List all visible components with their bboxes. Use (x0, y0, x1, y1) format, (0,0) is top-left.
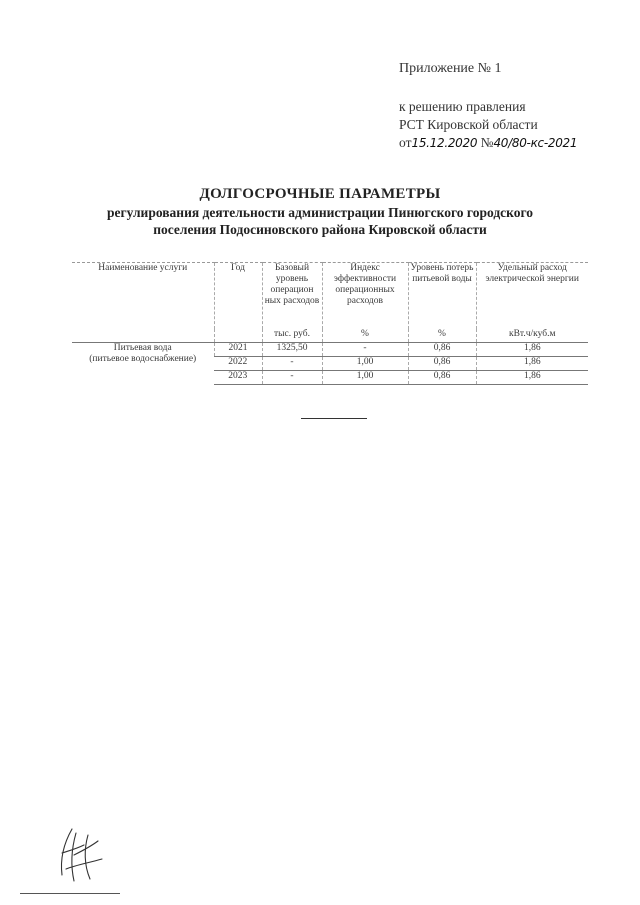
table-units-row (72, 329, 588, 343)
cell-index: 1,00 (322, 357, 408, 371)
document-heading (0, 185, 640, 238)
cell-base: - (262, 371, 322, 385)
cell-loss: 0,86 (408, 343, 476, 357)
header-efficiency-index: Индекс эффективности операционных расходов (322, 263, 408, 330)
service-name-detail: (питьевое водоснабжение) (89, 354, 197, 364)
header-service: Наименование услуги (72, 263, 214, 330)
end-divider (301, 418, 367, 419)
cell-index: 1,00 (322, 371, 408, 385)
number-prefix: № (480, 135, 494, 150)
date-prefix: от (399, 135, 412, 150)
table-row (72, 343, 588, 357)
unit-loss: % (408, 329, 476, 343)
header-water-loss: Уровень потерь питьевой воды (408, 263, 476, 330)
header-base-level: Базовый уровень операцион ных расходов (262, 263, 322, 330)
annex-line-authority: РСТ Кировской области (399, 117, 538, 132)
unit-index: % (322, 329, 408, 343)
heading-subtitle-1: регулирования деятельности администрации Пинюгского городского (106, 205, 534, 220)
handwritten-date: 15.12.2020 (411, 136, 478, 150)
service-name-cell (72, 343, 214, 385)
table-header-row (72, 263, 588, 330)
footer-line (20, 893, 120, 894)
unit-base: тыс. руб. (262, 329, 322, 343)
annex-line-date-number (399, 134, 577, 152)
service-name: Питьевая вода (113, 343, 172, 353)
cell-index: - (322, 343, 408, 357)
cell-year: 2022 (214, 357, 262, 371)
cell-energy: 1,86 (476, 357, 588, 371)
cell-energy: 1,86 (476, 371, 588, 385)
unit-energy: кВт.ч/куб.м (476, 329, 588, 343)
handwritten-number: 40/80-кс-2021 (493, 136, 578, 150)
cell-energy: 1,86 (476, 343, 588, 357)
annex-block (399, 60, 577, 152)
cell-base: - (262, 357, 322, 371)
header-year: Год (214, 263, 262, 330)
parameters-table (72, 262, 588, 385)
cell-loss: 0,86 (408, 371, 476, 385)
cell-loss: 0,86 (408, 357, 476, 371)
header-energy-consumption: Удельный расход электрической энергии (476, 263, 588, 330)
cell-year: 2021 (214, 343, 262, 357)
heading-title: ДОЛГОСРОЧНЫЕ ПАРАМЕТРЫ (199, 186, 441, 202)
cell-base: 1325,50 (262, 343, 322, 357)
cell-year: 2023 (214, 371, 262, 385)
handwritten-signature (54, 825, 110, 885)
annex-title: Приложение № 1 (399, 61, 502, 76)
annex-line-decision: к решению правления (399, 99, 526, 114)
heading-subtitle-2: поселения Подосиновского района Кировской области (153, 222, 487, 237)
